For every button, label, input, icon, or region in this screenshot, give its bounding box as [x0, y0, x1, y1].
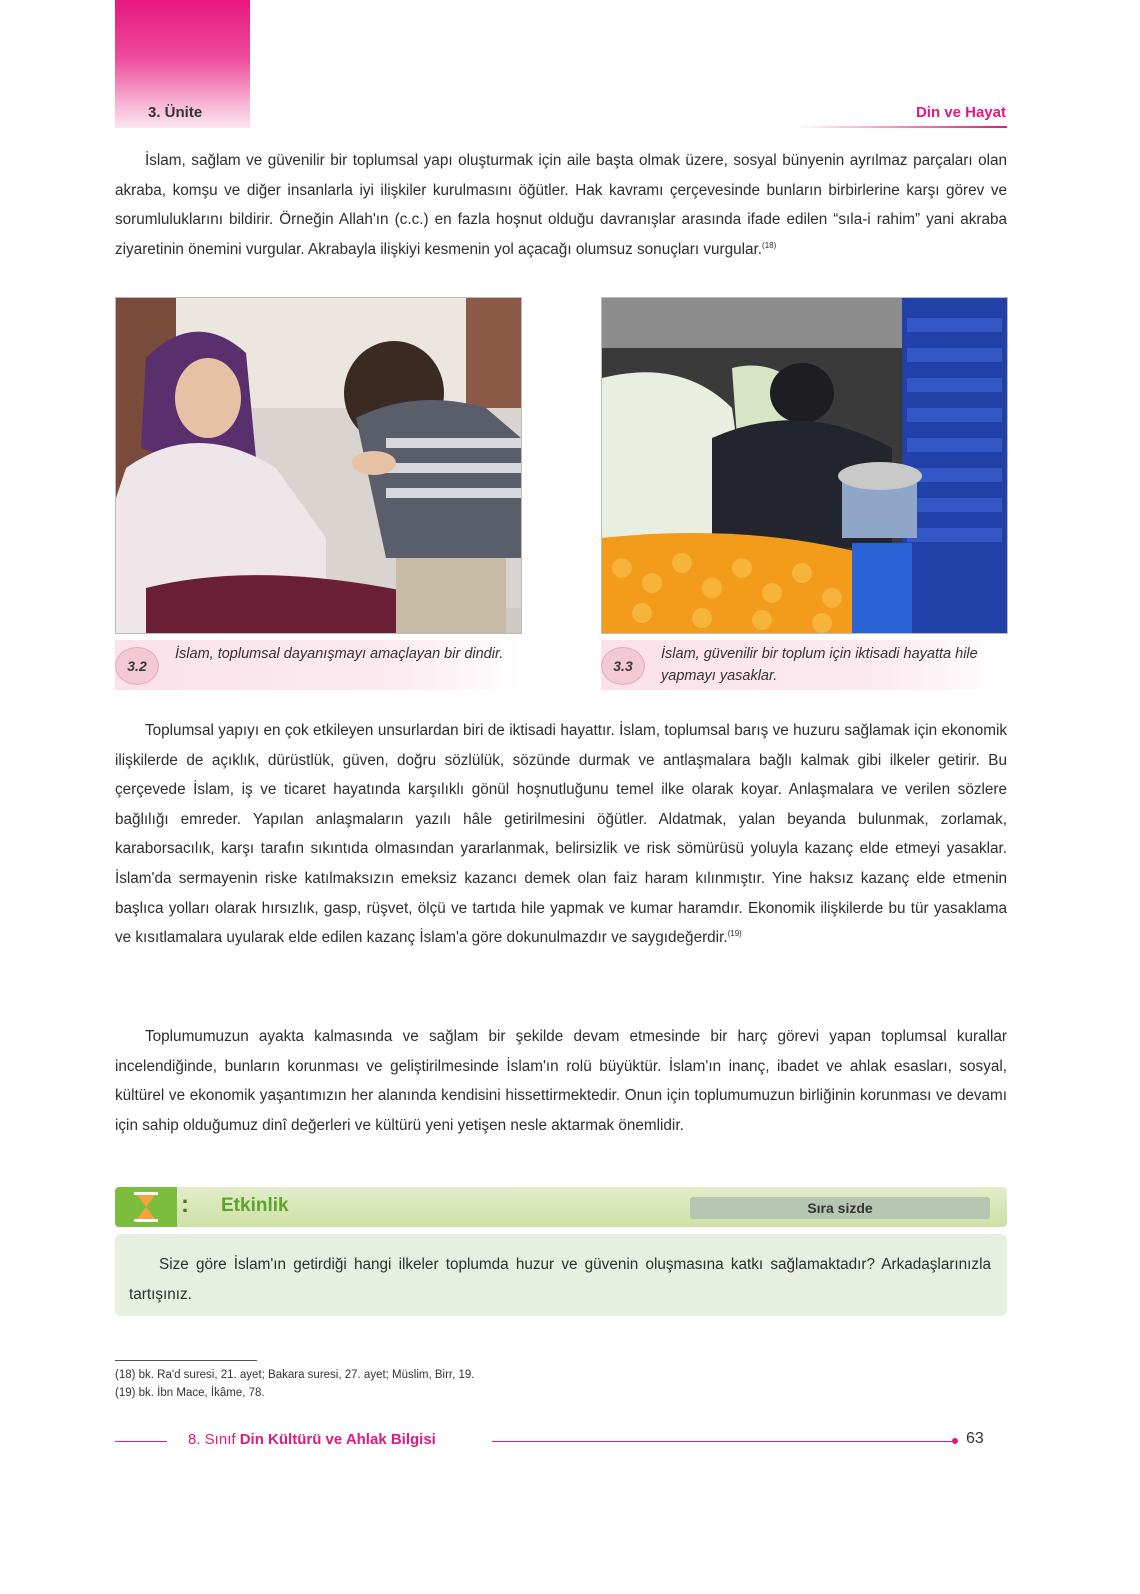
photo-hand-kissing	[115, 297, 522, 634]
footnote-19: (19) bk. İbn Mace, İkâme, 78.	[115, 1387, 265, 1399]
paragraph-1: İslam, sağlam ve güvenilir bir toplumsal yapı oluşturmak için aile başta olmak üzere, sosyal bünyenin ayrılmaz parçaları olan akraba, komşu ve diğer insanlarla iyi ilişkiler kurulmasını öğütler. Hak kavramı çerçevesinde bunların birbirlerine karşı görev ve sorumluluklarını bildirir. Örneğin Allah'ın (c.c.) en fazla hoşnut olduğu davranışlar arasında ifade edilen “sıla-i rahim” yani akraba ziyaretinin önemini vurgular. Akrabayla ilişkiyi kesmenin yol açacağı olumsuz sonuçları vurgular.$^{(18)}$	[115, 152, 1007, 258]
footnote-18: (18) bk. Ra'd suresi, 21. ayet; Bakara suresi, 27. ayet; Müslim, Birr, 19.	[115, 1369, 475, 1381]
footer-rule-right	[492, 1441, 952, 1442]
footer-rule-left	[115, 1441, 167, 1442]
hourglass-icon	[115, 1187, 177, 1227]
photo-market-scale	[601, 297, 1008, 634]
figure-caption-3-2	[115, 640, 520, 690]
figure-caption-text: İslam, toplumsal dayanışmayı amaçlayan bir dindir.	[175, 646, 504, 662]
footnote-ref-18: (18)	[762, 240, 777, 250]
colon-mark: :	[181, 1191, 189, 1218]
figure-caption-text: İslam, güvenilir bir toplum için iktisadi hayatta hile yapmayı yasaklar.	[661, 646, 978, 684]
activity-header	[115, 1187, 1007, 1227]
activity-text: Size göre İslam'ın getirdiği hangi ilkeler toplumda huzur ve güvenin oluşmasına katkı sağlamaktadır? Arkadaşlarınızla tartışınız.	[129, 1256, 991, 1303]
activity-box	[115, 1234, 1007, 1316]
footnote-ref-19: (19)	[727, 929, 742, 939]
footnote-rule	[115, 1360, 257, 1361]
figure-number: 3.2	[115, 647, 159, 685]
activity-title: Etkinlik	[221, 1195, 289, 1216]
paragraph-2: Toplumsal yapıyı en çok etkileyen unsurlardan biri de iktisadi hayattır. İslam, toplumsal barış ve huzuru sağlamak için ekonomik ilişkilerde de açıklık, dürüstlük, güven, doğru sözlülük, sözünde durmak ve antlaşmalara bağlı kalmak gibi ilkeler getirir. Bu çerçevede İslam, iş ve ticaret hayatında karşılıklı gönül hoşnutluğunu temel ilke olarak koyar. Anlaşmalara ve verilen sözlere bağlılığı emreder. Yapılan anlaşmaların yazılı hâle getirilmesini öğütler. Aldatmak, yalan beyanda bulunmak, zorlamak, karaborsacılık, karşı tarafın sıkıntıda olmasından yararlanmak, belirsizlik ve risk sömürüsü yoluyla kazanç elde etmeyi yasaklar. İslam'da sermayenin riske katılmaksızın emeksiz kazancı demek olan faiz haram kılınmıştır. Yine haksız kazanç elde etmenin başlıca yolları olarak hırsızlık, gasp, rüşvet, ölçü ve tartıda hile yapmak ve kumar haramdır. Ekonomik ilişkilerde bu tür yasaklama ve kısıtlamalara uyularak elde edilen kazanç İslam'a göre dokunulmazdır ve saygıdeğerdir.$^{(19)}$	[115, 722, 1007, 947]
section-title: Din ve Hayat	[915, 104, 1006, 121]
footer-dot	[952, 1438, 958, 1444]
figure-caption-3-3	[601, 640, 1006, 690]
footer-book-title	[188, 1431, 436, 1448]
figure-number: 3.3	[601, 647, 645, 685]
footer-book: Din Kültürü ve Ahlak Bilgisi	[239, 1431, 436, 1448]
footer-grade: 8. Sınıf	[188, 1431, 236, 1448]
paragraph-3: Toplumumuzun ayakta kalmasında ve sağlam bir şekilde devam etmesinde bir harç görevi yapan toplumsal kurallar incelendiğinde, bunların korunması ve geliştirilmesinde İslam'ın rolü büyüktür. İslam'ın inanç, ibadet ve ahlak esasları, sosyal, kültürel ve ekonomik yaşantımızın her alanında kendisini hissettirmektedir. Onun için toplumumuzun birliğinin korunması ve devamı için sahip olduğumuz dinî değerleri ve kültürü yeni yetişen nesle aktarmak önemlidir.	[115, 1028, 1007, 1134]
page-number: 63	[966, 1430, 984, 1447]
unit-label: 3. Ünite	[148, 104, 203, 121]
header-rule	[795, 126, 1007, 128]
activity-tag: Sıra sizde	[690, 1197, 990, 1219]
